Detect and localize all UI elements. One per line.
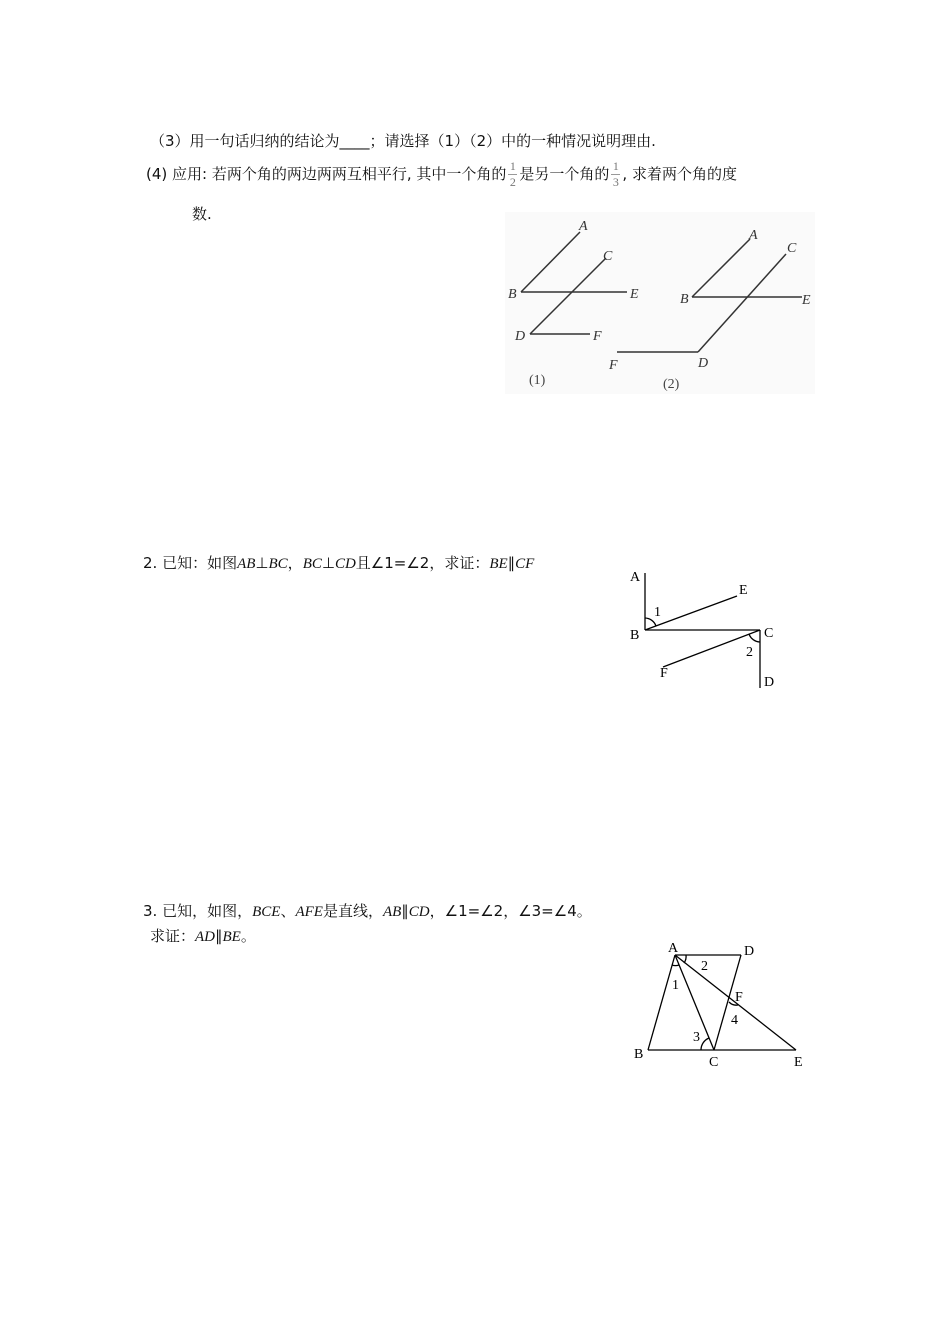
fig2-label-f: F [609,358,618,373]
fig2-label-a: A [749,228,758,243]
fig1-label-d: D [515,329,526,344]
fig3-f: F [735,990,743,1005]
fig1-label-b: B [508,287,517,302]
fig3-c: C [709,1055,719,1070]
fig3-a: A [668,941,679,956]
fig1-label-f: F [593,329,602,344]
q1-part4-middle: 是另一个角的 [519,165,610,183]
fig2-label-e: E [802,293,811,308]
fig2-e: E [739,583,748,598]
figure-trapezoid [630,935,810,1075]
q1-part4-line1 [146,160,737,189]
fig2-b: B [630,628,640,643]
fig3-b: B [634,1047,644,1062]
q1-part3-text [150,130,656,151]
fig1-label-c: C [603,249,613,264]
figure-perpendicular [620,560,790,695]
fig2-label-d: D [698,356,709,371]
fig2-a: A [630,570,641,585]
fraction-one-half: $\frac{1}{2}$ [509,159,516,189]
fig2-c: C [764,626,774,641]
fig2-d: D [764,675,775,690]
fig2-label-b: B [680,292,689,307]
fig2-angle1: 1 [654,605,661,620]
q3-prove: 求证：AD∥BE。 [150,927,256,945]
fig2-angle2: 2 [746,645,753,660]
fig3-d: D [744,944,755,959]
fig3-angle1: 1 [672,978,679,993]
fig3-angle4: 4 [731,1013,738,1028]
q3-statement: 3. 已知，如图，BCE、AFE是直线，AB∥CD，∠1=∠2，∠3=∠4。 [143,902,592,920]
q1-part3: （3）用一句话归纳的结论为____；请选择（1）（2）中的一种情况说明理由. [150,132,656,150]
fig1-label-a: A [579,219,588,234]
fig3-angle2: 2 [701,959,708,974]
fraction-one-third: $\frac{1}{3}$ [612,159,619,189]
fig3-e: E [794,1055,803,1070]
fig2-label-c: C [787,241,797,256]
fig1-label-e: E [630,287,639,302]
q1-part4-suffix: , 求着两个角的度 [622,165,737,183]
q1-part4-prefix: (4) 应用: 若两个角的两边两两互相平行, 其中一个角的 [146,165,507,183]
fig1-caption-2: (2) [663,377,680,392]
figure-parallel-angles [505,212,815,394]
fig2-f: F [660,666,668,681]
q1-part4-line2: 数. [192,205,212,223]
fig3-angle3: 3 [693,1030,700,1045]
fig1-caption-1: (1) [529,373,546,388]
q2-statement: 2. 已知：如图AB⊥BC，BC⊥CD且∠1=∠2，求证：BE∥CF [143,554,535,572]
